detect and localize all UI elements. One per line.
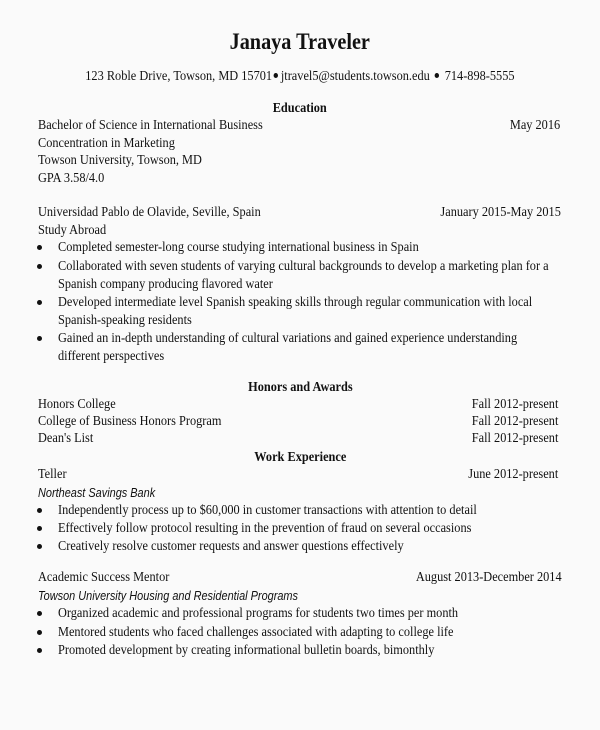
study-abroad-bullet-cont: Spanish company producing flavored water	[58, 277, 273, 292]
study-abroad-bullet: Completed semester-long course studying international business in Spain	[58, 240, 419, 255]
job-bullet: Creatively resolve customer requests and answer questions effectively	[58, 539, 404, 554]
honor-date: Fall 2012-present	[471, 397, 558, 412]
study-abroad-school: Universidad Pablo de Olavide, Seville, Spain	[38, 205, 261, 220]
study-abroad-bullet-cont: Spanish-speaking residents	[58, 313, 192, 328]
bullet-separator-icon	[274, 73, 278, 78]
degree-school: Towson University, Towson, MD	[38, 153, 202, 168]
bullet-icon	[37, 502, 42, 519]
job-date: June 2012-present	[468, 467, 558, 482]
honor-date: Fall 2012-present	[471, 414, 558, 429]
study-abroad-bullet-cont: different perspectives	[58, 349, 165, 364]
bullet-icon	[37, 642, 42, 659]
honor-name: Honors College	[38, 397, 116, 412]
job-title: Teller	[38, 467, 67, 482]
job-bullet: Independently process up to $60,000 in customer transactions with attention to detail	[58, 503, 477, 518]
bullet-icon	[37, 605, 42, 622]
job-employer: Towson University Housing and Residential Programs	[38, 588, 298, 603]
bullet-icon	[37, 520, 42, 537]
bullet-icon	[37, 538, 42, 555]
bullet-icon	[37, 624, 42, 641]
job-title: Academic Success Mentor	[38, 570, 170, 585]
honors-heading: Honors and Awards	[247, 380, 353, 395]
degree-date: May 2016	[509, 118, 560, 133]
bullet-icon	[37, 258, 42, 275]
name-text: Janaya Traveler	[229, 29, 371, 54]
degree-title: Bachelor of Science in International Business	[38, 118, 263, 133]
study-abroad-label: Study Abroad	[38, 223, 107, 238]
work-heading: Work Experience	[253, 450, 347, 465]
study-abroad-date: January 2015-May 2015	[440, 205, 561, 220]
honor-date: Fall 2012-present	[471, 431, 558, 446]
phone: 714-898-5555	[444, 69, 515, 84]
contact-line	[0, 68, 600, 85]
study-abroad-bullet: Collaborated with seven students of varying cultural backgrounds to develop a marketing plan for a	[58, 259, 549, 274]
address: 123 Roble Drive, Towson, MD 15701	[85, 69, 273, 84]
degree-concentration: Concentration in Marketing	[38, 136, 175, 151]
study-abroad-bullet: Developed intermediate level Spanish speaking skills through regular communication with local	[58, 295, 533, 310]
study-abroad-bullet: Gained an in-depth understanding of cultural variations and gained experience understanding	[58, 331, 518, 346]
job-bullet: Effectively follow protocol resulting in the prevention of fraud on several occasions	[58, 521, 472, 536]
bullet-icon	[37, 294, 42, 311]
job-employer: Northeast Savings Bank	[38, 485, 156, 500]
job-date: August 2013-December 2014	[416, 570, 562, 585]
job-bullet: Promoted development by creating informational bulletin boards, bimonthly	[58, 643, 435, 658]
email: jtravel5@students.towson.edu	[280, 69, 430, 84]
bullet-icon	[37, 330, 42, 347]
bullet-icon	[37, 239, 42, 256]
bullet-separator-icon	[435, 73, 439, 78]
degree-gpa: GPA 3.58/4.0	[38, 171, 105, 186]
resume-name	[0, 28, 600, 56]
education-heading: Education	[272, 101, 328, 116]
honor-name: College of Business Honors Program	[38, 414, 222, 429]
honor-name: Dean's List	[38, 431, 94, 446]
job-bullet: Mentored students who faced challenges associated with adapting to college life	[58, 625, 454, 640]
job-bullet: Organized academic and professional programs for students two times per month	[58, 606, 459, 621]
